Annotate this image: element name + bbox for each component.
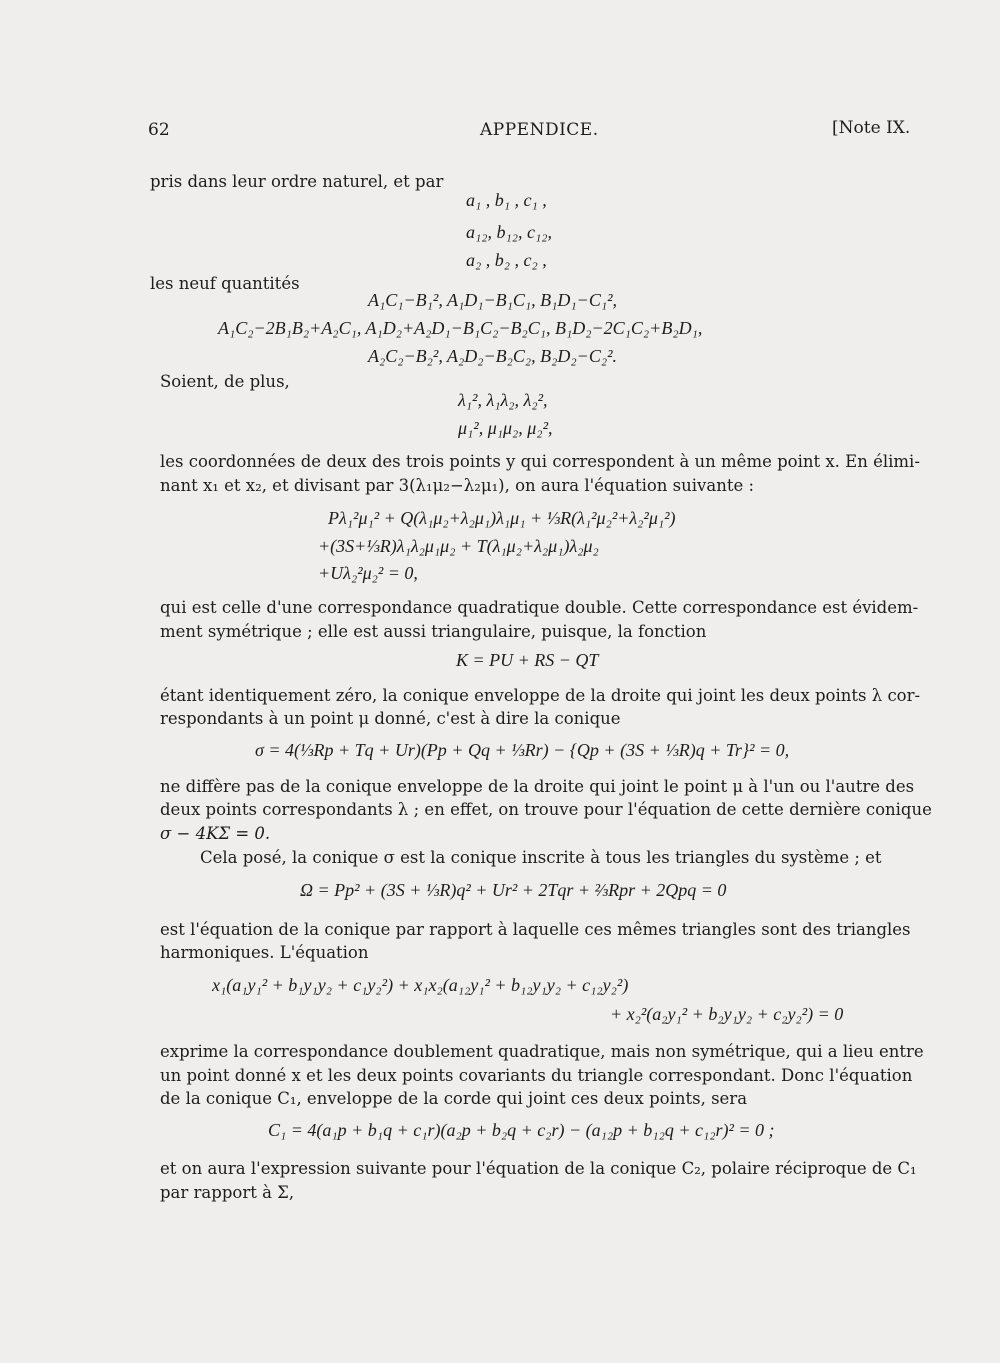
paragraph-line: un point donné x et les deux points covariants du triangle correspondant. Donc l'équation: [160, 1066, 913, 1085]
equation-line: K = PU + RS − QT: [456, 650, 599, 670]
page-number: 62: [148, 120, 170, 140]
paragraph-line: exprime la correspondance doublement quadratique, mais non symétrique, qui a lieu entre: [160, 1042, 924, 1061]
paragraph-line: est l'équation de la conique par rapport à laquelle ces mêmes triangles sont des triangles: [160, 920, 911, 939]
equation-line: C₁ = 4(a₁p + b₁q + c₁r)(a₂p + b₂q + c₂r) − (a₁₂p + b₁₂q + c₁₂r)² = 0 ;: [268, 1120, 775, 1140]
equation-line: A₁C₁−B₁², A₁D₁−B₁C₁, B₁D₁−C₁²,: [368, 290, 617, 310]
paragraph-line: de la conique C₁, enveloppe de la corde qui joint ces deux points, sera: [160, 1089, 748, 1108]
paragraph-line: pris dans leur ordre naturel, et par: [150, 172, 444, 191]
equation-line: Ω = Pp² + (3S + ⅓R)q² + Ur² + 2Tqr + ⅔Rpr + 2Qpq = 0: [300, 880, 727, 900]
equation-line: a₁₂, b₁₂, c₁₂,: [466, 222, 553, 242]
equation-line: σ = 4(⅓Rp + Tq + Ur)(Pp + Qq + ⅓Rr) − {Qp + (3S + ⅓R)q + Tr}² = 0,: [255, 740, 790, 760]
running-title: APPENDICE.: [480, 120, 599, 140]
equation-line: + x₂²(a₂y₁² + b₂y₁y₂ + c₂y₂²) = 0: [610, 1004, 844, 1024]
equation-line: A₂C₂−B₂², A₂D₂−B₂C₂, B₂D₂−C₂².: [368, 346, 617, 366]
paragraph-line: Soient, de plus,: [160, 372, 290, 391]
equation-line: λ₁², λ₁λ₂, λ₂²,: [458, 390, 548, 410]
paragraph-line: ne diffère pas de la conique enveloppe de la droite qui joint le point μ à l'un ou l'autre des: [160, 777, 915, 796]
equation-line: Pλ₁²μ₁² + Q(λ₁μ₂+λ₂μ₁)λ₁μ₁ + ⅓R(λ₁²μ₂²+λ₂²μ₁²): [328, 508, 676, 528]
equation-line: a₁ , b₁ , c₁ ,: [466, 190, 547, 210]
note-label: [Note IX.: [832, 118, 911, 138]
paragraph-line: ment symétrique ; elle est aussi triangulaire, puisque, la fonction: [160, 622, 707, 641]
equation-line: a₂ , b₂ , c₂ ,: [466, 250, 547, 270]
paragraph-line: étant identiquement zéro, la conique enveloppe de la droite qui joint les deux points λ cor-: [160, 686, 921, 705]
paragraph-line: et on aura l'expression suivante pour l'équation de la conique C₂, polaire réciproque de C₁: [160, 1159, 917, 1178]
paragraph-line: respondants à un point μ donné, c'est à dire la conique: [160, 709, 621, 728]
paragraph-line: les coordonnées de deux des trois points y qui correspondent à un même point x. En élimi-: [160, 452, 920, 471]
paragraph-line: qui est celle d'une correspondance quadratique double. Cette correspondance est évidem-: [160, 598, 919, 617]
paragraph-line: deux points correspondants λ ; en effet, on trouve pour l'équation de cette dernière conique: [160, 800, 932, 819]
equation-line: +Uλ₂²μ₂² = 0,: [318, 563, 418, 583]
equation-line: x₁(a₁y₁² + b₁y₁y₂ + c₁y₂²) + x₁x₂(a₁₂y₁² + b₁₂y₁y₂ + c₁₂y₂²): [212, 975, 629, 995]
equation-line: μ₁², μ₁μ₂, μ₂²,: [458, 418, 553, 438]
paragraph-line: Cela posé, la conique σ est la conique inscrite à tous les triangles du système ; et: [200, 848, 882, 867]
paragraph-line: harmoniques. L'équation: [160, 943, 369, 962]
paragraph-line: nant x₁ et x₂, et divisant par 3(λ₁μ₂−λ₂μ₁), on aura l'équation suivante :: [160, 476, 755, 495]
paragraph-line: les neuf quantités: [150, 274, 300, 293]
paragraph-line: σ − 4KΣ = 0.: [160, 824, 271, 843]
equation-line: A₁C₂−2B₁B₂+A₂C₁, A₁D₂+A₂D₁−B₁C₂−B₂C₁, B₁D₂−2C₁C₂+B₂D₁,: [218, 318, 703, 338]
paragraph-line: par rapport à Σ,: [160, 1183, 295, 1202]
equation-line: +(3S+⅓R)λ₁λ₂μ₁μ₂ + T(λ₁μ₂+λ₂μ₁)λ₂μ₂: [318, 536, 599, 556]
